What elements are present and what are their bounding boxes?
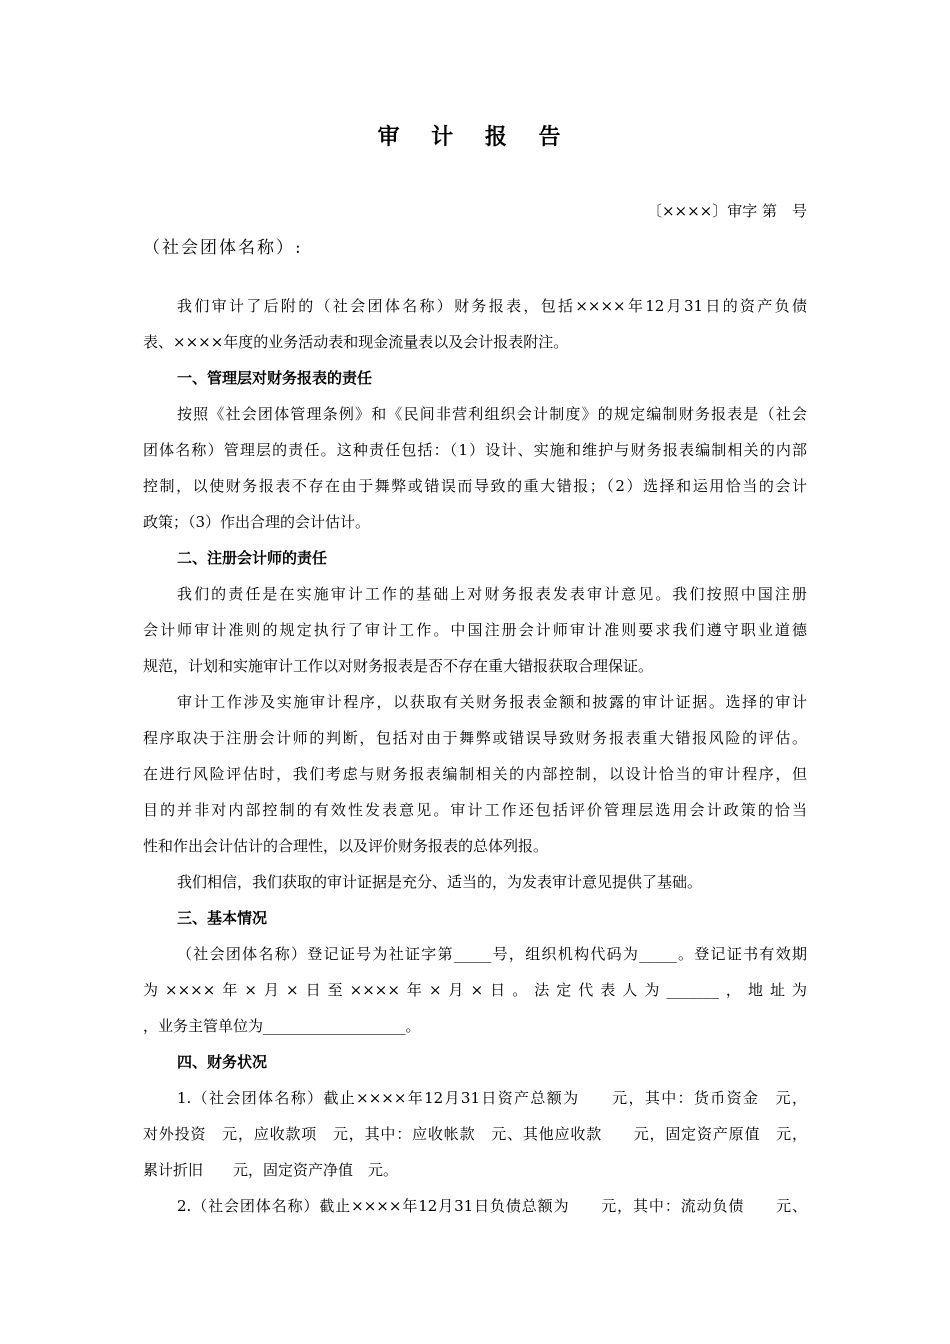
text-line: 审计工作涉及实施审计程序，以获取有关财务报表金额和披露的审计证据。选择的审计 [177,693,807,711]
section-heading: 三、基本情况 [177,909,268,927]
text-line: 目的并非对内部控制的有效性发表意见。审计工作还包括评价管理层选用会计政策的恰当 [143,801,807,819]
text-line: 我们审计了后附的（社会团体名称）财务报表，包括××××年12月31日的资产负债 [177,297,807,315]
text-line: 累计折旧 元，固定资产净值 元。 [143,1161,399,1179]
text-line: 会计师审计准则的规定执行了审计工作。中国注册会计师审计准则要求我们遵守职业道德 [143,621,807,639]
report-body [143,288,807,1224]
section-heading: 四、财务状况 [177,1053,268,1071]
text-line: 按照《社会团体管理条例》和《民间非营利组织会计制度》的规定编制财务报表是（社会 [177,405,807,423]
text-line: 2.（社会团体名称）截止××××年12月31日负债总额为 元，其中：流动负债 元、 [177,1197,807,1215]
text-line: 为××××年×月×日至××××年×月×日。法定代表人为_______，地址为 [143,981,807,999]
text-line: 性和作出会计估计的合理性，以及评价财务报表的总体列报。 [143,837,549,855]
document-number: 〔××××〕审字 第 号 [646,202,807,220]
text-line: 程序取决于注册会计师的判断，包括对由于舞弊或错误导致财务报表重大错报风险的评估。 [143,729,807,747]
text-line: 规范，计划和实施审计工作以对财务报表是否不存在重大错报获取合理保证。 [143,657,654,675]
text-line: 我们的责任是在实施审计工作的基础上对财务报表发表审计意见。我们按照中国注册 [177,585,807,603]
text-line: ，业务主管单位为___________________。 [143,1017,421,1035]
text-line: 团体名称）管理层的责任。这种责任包括：（1）设计、实施和维护与财务报表编制相关的内部 [143,441,807,459]
text-line: （社会团体名称）登记证号为社证字第_____号，组织机构代码为_____。登记证书有效期 [177,945,807,963]
text-line: 1.（社会团体名称）截止××××年12月31日资产总额为 元，其中：货币资金 元， [177,1089,807,1107]
text-line: 控制，以使财务报表不存在由于舞弊或错误而导致的重大错报；（2）选择和运用恰当的会计 [143,477,807,495]
document-title: 审 计 报 告 [377,124,573,150]
text-line: 在进行风险评估时，我们考虑与财务报表编制相关的内部控制，以设计恰当的审计程序，但 [143,765,807,783]
text-line: 对外投资 元，应收款项 元，其中：应收帐款 元、其他应收款 元，固定资产原值 元， [143,1125,807,1143]
text-line: 表、××××年度的业务活动表和现金流量表以及会计报表附注。 [143,333,569,351]
text-line: 政策；（3）作出合理的会计估计。 [143,513,371,531]
section-heading: 一、管理层对财务报表的责任 [177,369,373,387]
section-heading: 二、注册会计师的责任 [177,549,328,567]
addressee: （社会团体名称）: [143,238,303,258]
text-line: 我们相信，我们获取的审计证据是充分、适当的，为发表审计意见提供了基础。 [177,873,703,891]
